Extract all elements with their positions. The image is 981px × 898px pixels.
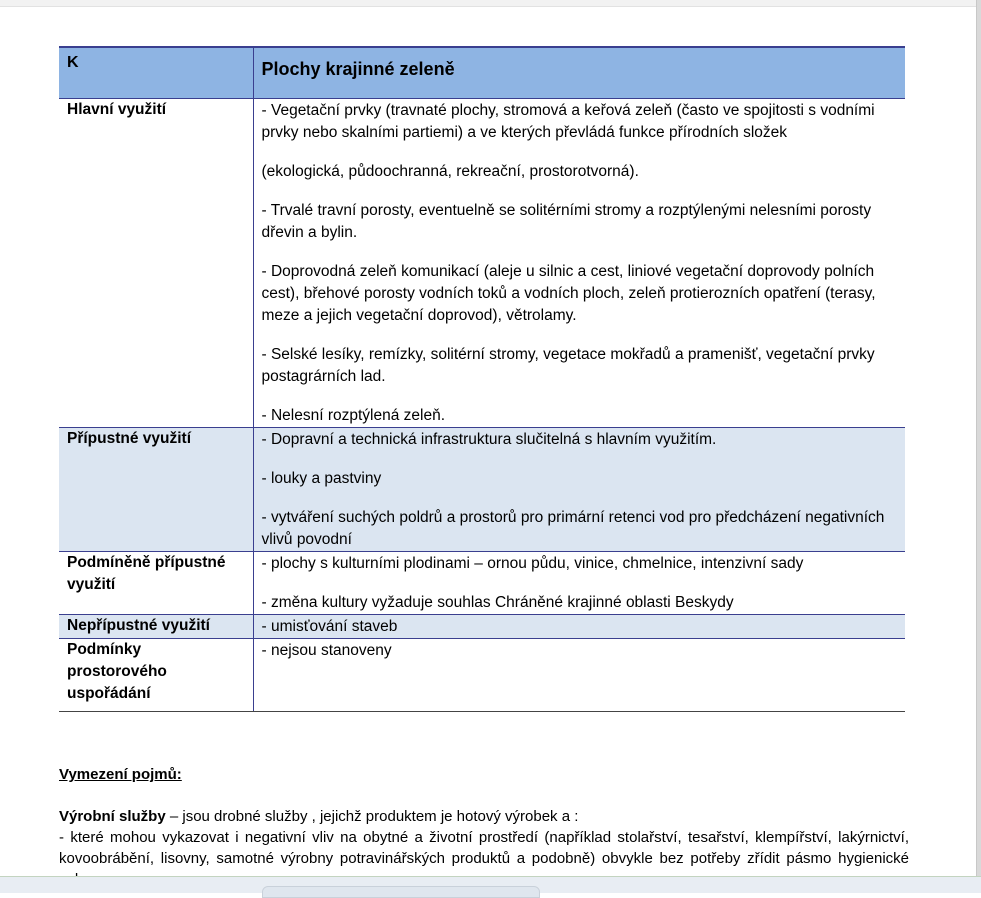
definition-text: – jsou drobné služby , jejichž produktem je hotový výrobek a : xyxy=(165,808,579,825)
row-item: (ekologická, půdoochranná, rekreační, prostorotvorná). xyxy=(261,163,639,180)
table-row xyxy=(59,615,905,639)
table-row xyxy=(59,99,905,428)
vertical-scrollbar[interactable] xyxy=(976,0,981,880)
row-item: - Vegetační prvky (travnaté plochy, stromová a keřová zeleň (často ve spojitosti s vodními prvky nebo skalními partiemi) a ve kterých převládá funkce přírodních složek xyxy=(261,102,875,141)
table-header-row xyxy=(59,47,905,99)
row-value xyxy=(253,639,905,712)
row-item: - vytváření suchých poldrů a prostorů pro primární retenci vod pro předcházení negativních vlivů povodní xyxy=(261,509,885,548)
table-row xyxy=(59,428,905,552)
table-row xyxy=(59,552,905,615)
row-value xyxy=(253,615,905,639)
taskbar-search-box[interactable] xyxy=(262,886,540,898)
row-value xyxy=(253,99,905,428)
row-value xyxy=(253,428,905,552)
row-label: Podmínky prostorového uspořádání xyxy=(59,639,253,712)
row-item: - plochy s kulturními plodinami – ornou půdu, vinice, chmelnice, intenzivní sady xyxy=(261,555,804,572)
row-item: - Doprovodná zeleň komunikací (aleje u silnic a cest, liniové vegetační doprovody polních cest), břehové porosty vodních toků a vodních ploch, zeleň protierozních opatření (terasy, meze a jejich vegetační doprovod), větrolamy. xyxy=(261,263,876,324)
regulation-table xyxy=(59,46,905,712)
definitions-title: Vymezení pojmů: xyxy=(59,766,182,783)
definition-term: Výrobní služby xyxy=(59,808,166,825)
table-header-code: K xyxy=(59,47,253,99)
page-top-edge xyxy=(0,0,981,7)
table-row xyxy=(59,639,905,712)
row-item: - nejsou stanoveny xyxy=(261,642,392,659)
row-item: - Trvalé travní porosty, eventuelně se solitérními stromy a rozptýlenými nelesními porosty dřevin a bylin. xyxy=(261,202,872,241)
row-item: - Dopravní a technická infrastruktura slučitelná s hlavním využitím. xyxy=(261,431,717,448)
row-item: - umisťování staveb xyxy=(261,618,398,635)
row-label: Nepřípustné využití xyxy=(59,615,253,639)
row-item: - Nelesní rozptýlená zeleň. xyxy=(261,407,446,424)
row-item: - Selské lesíky, remízky, solitérní stromy, vegetace mokřadů a pramenišť, vegetační prvky postagrárních lad. xyxy=(261,346,875,385)
definition-line: - které mohou vykazovat i negativní vliv na obytné a životní prostředí (například stolařství, tesařství, klempířství, lakýrnictví, kovoobrábění, lisovny, samotné výrobny potravinářských produktů a podobně) obvykle bez potřeby zřídit pásmo hygienické xyxy=(59,829,909,867)
row-label: Podmíněně přípustné využití xyxy=(59,552,253,615)
definition-line xyxy=(59,806,909,827)
row-item: - změna kultury vyžaduje souhlas Chráněné krajinné oblasti Beskydy xyxy=(261,594,734,611)
row-item: - louky a pastviny xyxy=(261,470,382,487)
row-value xyxy=(253,552,905,615)
row-label: Hlavní využití xyxy=(59,99,253,428)
row-label: Přípustné využití xyxy=(59,428,253,552)
table-header-title: Plochy krajinné zeleně xyxy=(253,47,905,99)
